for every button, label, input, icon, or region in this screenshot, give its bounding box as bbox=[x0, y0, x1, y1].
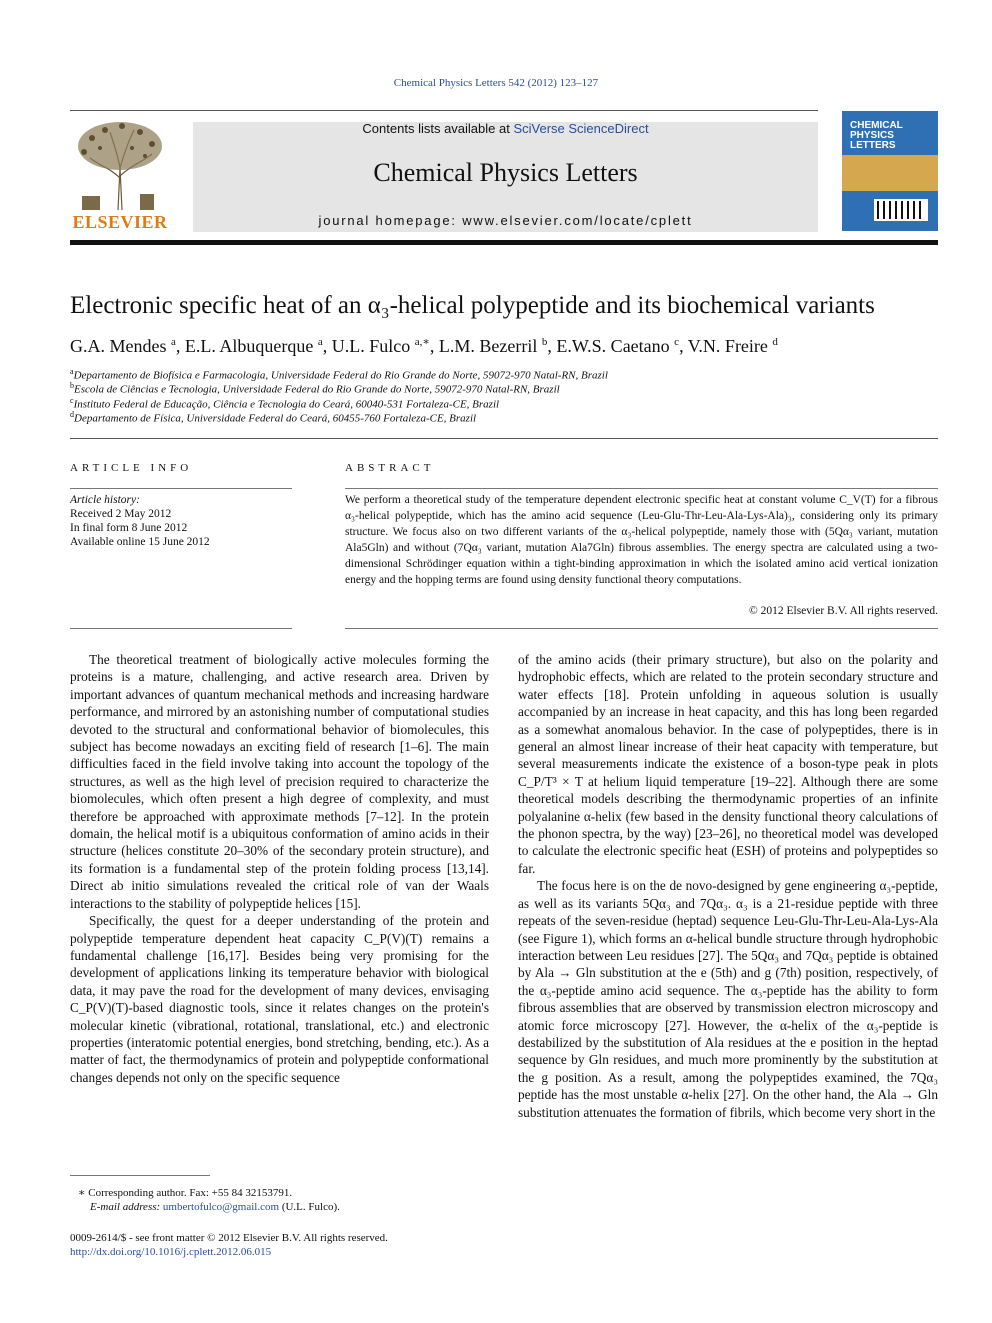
cover-title bbox=[850, 121, 930, 151]
author: E.W.S. Caetano $^c$ bbox=[556, 336, 680, 356]
affiliation: $^a$Departamento de Biofísica e Farmacologia, Universidade Federal do Rio Grande do Norte, 59072-970 Natal-RN, Brazil bbox=[70, 367, 608, 382]
author: U.L. Fulco $^{a,∗}$ bbox=[331, 336, 430, 356]
author: E.L. Albuquerque $^a$ bbox=[184, 336, 323, 356]
history-received: Received 2 May 2012 bbox=[70, 508, 172, 520]
affiliation: $^c$Instituto Federal de Educação, Ciência e Tecnologia do Ceará, 60040-531 Fortaleza-CE, Brazil bbox=[70, 396, 500, 411]
journal-homepage[interactable]: journal homepage: www.elsevier.com/locate/cplett bbox=[318, 213, 693, 228]
elsevier-logo-text: ELSEVIER bbox=[72, 212, 168, 232]
affiliation: $^d$Departamento de Física, Universidade Federal do Ceará, 60455-760 Fortaleza-CE, Brazil bbox=[70, 410, 477, 425]
author-list: G.A. Mendes $^a$, E.L. Albuquerque $^a$, U.L. Fulco $^{a,∗}$, L.M. Bezerril $^b$, E.W.S. Caetano $^c$, V.N. Freire $^d$ bbox=[70, 336, 778, 356]
article-title: Electronic specific heat of an α₃-helical polypeptide and its biochemical variants bbox=[70, 292, 875, 319]
article-info-bottom-rule bbox=[70, 628, 292, 629]
email-link[interactable]: umbertofulco@gmail.com bbox=[162, 1201, 280, 1213]
body-left-column bbox=[70, 651, 489, 1086]
contents-line bbox=[193, 121, 818, 136]
journal-title: Chemical Physics Letters bbox=[373, 158, 638, 187]
cover-band bbox=[842, 155, 938, 191]
doi-link[interactable]: http://dx.doi.org/10.1016/j.cplett.2012.06.015 bbox=[70, 1246, 272, 1258]
paragraph: of the amino acids (their primary structure), but also on the polarity and hydrophobic effects, which are related to the protein secondary structure and water effects [18]. Protein unfolding in aqueous solution is usually accompanied by an increase in heat capacity, and this has long been regarded as a somewhat anomalous behavior. In the case of polypeptides, there is in general an almost linear increase of their heat capacity with temperature, but several measurements indicate the existence of a boson-type peak in plots C_P/T³ × T at helium liquid temperature [19–22]. Although there are some theoretical models describing the thermodynamic properties of an infinite polyalanine α-helix (few based in the density functional theory calculations of the phonon spectra, by the way) [23–26], no theoretical model was developed to calculate the electronic specific heat (ESH) of proteins and polypeptides so far. bbox=[518, 652, 938, 876]
paragraph: Specifically, the quest for a deeper understanding of the protein and polypeptide temperature dependent heat capacity C_P(V)(T) remains a fundamental challenge [16,17]. Besides being very promising for the development of applications linking its temperature behavior with biological data, it may pave the road for the development of many devices, envisaging C_P(V)(T)-based diagnostic tools, since it relates changes on the protein's molecular kinetic (vibrational, rotational, translational, etc.) and electronic properties (interatomic potential energies, bond stretching, bending, etc.). As a matter of fact, the thermodynamics of protein and polypeptide conformational changes depends not only on the specific sequence bbox=[70, 913, 489, 1085]
abstract-heading: ABSTRACT bbox=[345, 462, 435, 474]
paragraph: The theoretical treatment of biologically active molecules forming the proteins is a mature, challenging, and active research area. Driven by important advances of quantum mechanical methods and increasing hardware performance, and mirrored by an astonishing number of computational studies devoted to the structural and conformational behavior of biomolecules, this subject has become nowadays an exciting field of research [1–6]. The main difficulties faced in the field involve taking into account the topology of the structures, as well as the high level of precision required to characterize the biomolecules, which often present a high degree of complexity, and must therefore be approached with approximate methods [7–12]. In the protein domain, the helical motif is a ubiquitous conformation of amino acids in their structure (helices constitute 20–30% of the secondary protein structure), and its formation is a fundamental step of the protein folding process [13,14]. Direct ab initio simulations revealed the critical role of van der Waals interactions to the stability of polypeptide helices [15]. bbox=[70, 652, 489, 911]
abstract-rule bbox=[345, 488, 938, 489]
abstract-text: We perform a theoretical study of the temperature dependent electronic specific heat at constant volume C_V(T) for a fibrous α₃-helical polypeptide, which has the amino acid sequence (Leu-Glu-Thr-Leu-Ala-Lys-Ala)₃, considering only its primary structure. We focus also on two different variants of the α₃-helical polypeptide, namely those with (5Qα₃ variant, mutation Ala5Gln) and without (7Qα₃ variant, mutation Ala7Gln) fibrous assemblies. The energy spectra are calculated using a two-dimensional Schrödinger equation within a tight-binding approximation in which the isolated amino acid vertical ionization energy and the hopping terms are found using density functional theory computations. bbox=[345, 494, 938, 586]
header-rule bbox=[70, 110, 818, 111]
copyright: © 2012 Elsevier B.V. All rights reserved. bbox=[749, 605, 938, 617]
author: V.N. Freire $^d$ bbox=[687, 336, 778, 356]
email-note: E-mail address: umbertofulco@gmail.com (U.L. Fulco). bbox=[90, 1201, 340, 1213]
corresponding-author-note: ∗ Corresponding author. Fax: +55 84 32153791. bbox=[78, 1187, 293, 1199]
cover-title-line: LETTERS bbox=[850, 140, 896, 151]
article-info-rule bbox=[70, 488, 292, 489]
author: G.A. Mendes $^a$ bbox=[70, 336, 176, 356]
affiliation: $^b$Escola de Ciências e Tecnologia, Universidade Federal do Rio Grande do Norte, 59072-970 Natal-RN, Brazil bbox=[70, 381, 560, 396]
paragraph: The focus here is on the de novo-designed by gene engineering α₃-peptide, as well as its variants 5Qα₃ and 7Qα₃. α₃ is a 21-residue peptide with three repeats of the seven-residue (heptad) sequence Leu-Glu-Thr-Leu-Ala-Lys-Ala (see Figure 1), which forms an α-helical bundle structure through hydrophobic interaction between Leu residues [27]. The 5Qα₃ and 7Qα₃ peptide is obtained by Ala → Gln substitution at the e (5th) and g (7th) position, respectively, of the α₃-peptide amino acid sequence. The α₃-peptide has the ability to form fibrous assemblies that are observed by transmission electron microscopy and atomic force microscopy [27]. However, the α-helix of the α₃-peptide is destabilized by the substitution of Ala residues at the e position in the heptad sequence by Gln residues, and much more prominently by the substitution at the g position. As a result, among the polypeptides examined, the 7Qα₃ peptide has the most unstable α-helix [27]. On the other hand, the Ala → Gln substitution attenuates the formation of fibrils, which become very short in the bbox=[518, 878, 938, 1120]
header-thick-rule bbox=[70, 240, 938, 245]
article-history-label: Article history: bbox=[70, 494, 140, 506]
body-right-column bbox=[518, 651, 938, 1121]
issn-note: 0009-2614/$ - see front matter © 2012 Elsevier B.V. All rights reserved. bbox=[70, 1232, 388, 1244]
cover-title-line: PHYSICS bbox=[850, 130, 894, 141]
cover-title-line: CHEMICAL bbox=[850, 120, 903, 131]
cover-barcode bbox=[874, 199, 928, 221]
contents-prefix: Contents lists available at bbox=[362, 121, 514, 136]
footnote-rule bbox=[70, 1175, 210, 1176]
sciencedirect-link[interactable]: SciVerse ScienceDirect bbox=[513, 121, 649, 136]
abstract-bottom-rule bbox=[345, 628, 938, 629]
affiliations-rule bbox=[70, 438, 938, 439]
journal-citation[interactable]: Chemical Physics Letters 542 (2012) 123–127 bbox=[393, 77, 599, 89]
history-final-form: In final form 8 June 2012 bbox=[70, 522, 188, 534]
article-info-heading: ARTICLE INFO bbox=[70, 462, 193, 474]
author: L.M. Bezerril $^b$ bbox=[438, 336, 548, 356]
history-online: Available online 15 June 2012 bbox=[70, 536, 210, 548]
journal-cover-image bbox=[842, 111, 938, 231]
